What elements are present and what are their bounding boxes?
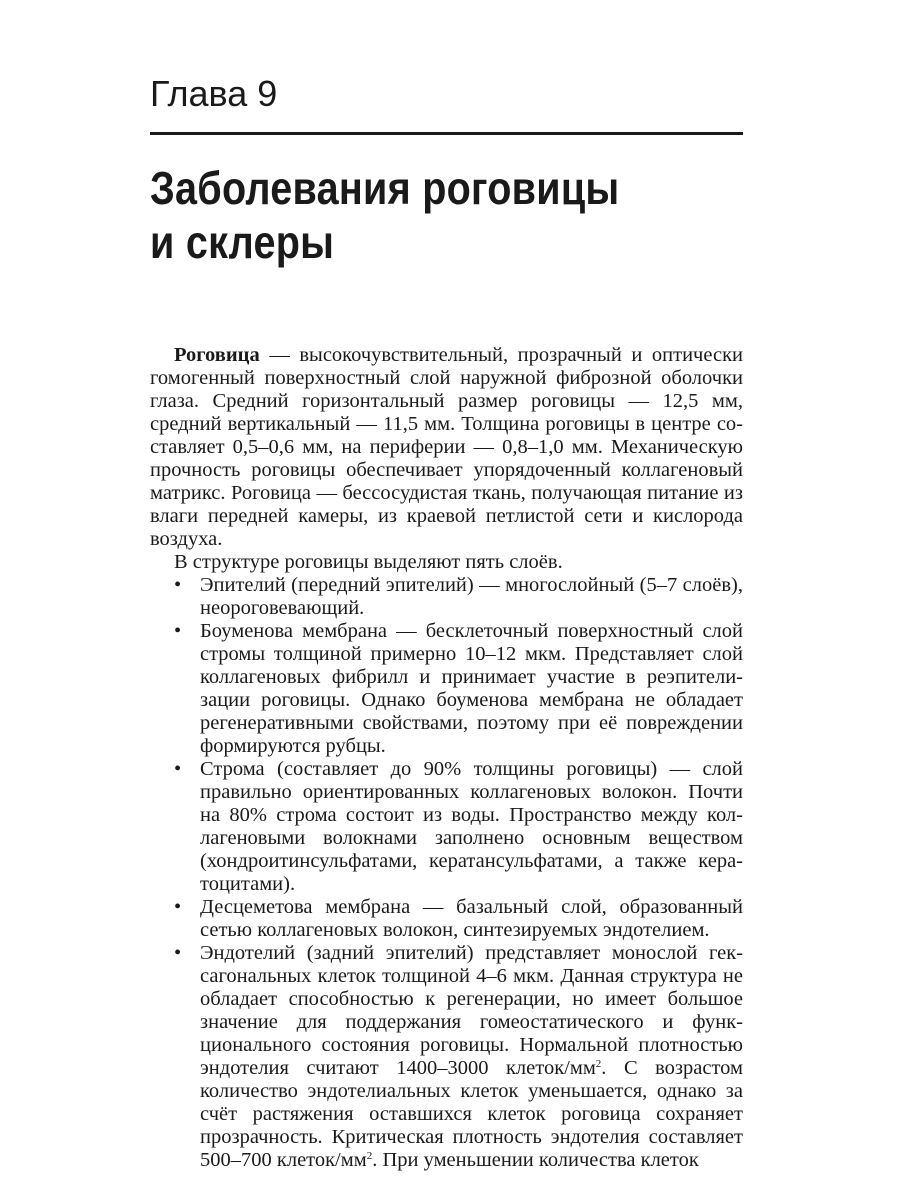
superscript: 2 [595, 1058, 602, 1070]
chapter-label: Глава 9 [150, 73, 278, 114]
layers-intro: В структуре роговицы выделяют пять слоёв. [174, 551, 563, 573]
list-item [150, 574, 743, 620]
chapter-title-line1: Заболевания роговицы [150, 162, 620, 214]
bullet-icon: • [174, 574, 182, 596]
bullet-icon: • [174, 896, 182, 918]
chapter-title [150, 161, 666, 269]
superscript: 2 [366, 1150, 373, 1162]
list-item [150, 758, 743, 896]
intro-term: Роговица [174, 344, 260, 366]
layers-list [150, 574, 743, 1172]
chapter-divider [150, 132, 743, 135]
list-item-text: . При уменьшении количества клеток [372, 1149, 699, 1171]
list-item-text: Эндотелий (задний эпителий) представляет монослой гексагональных клеток толщиной 4–6 мкм. Данная структура не обладает способностью к регенерации, но имеет большое значение для поддержания гомеостатического и функционального состояния роговицы. Нормальной плотностью эндотелия считают 1400–3000 клеток/мм [200, 942, 743, 1079]
list-item-text: . С возрастом количество эндотелиальных клеток уменьшается, однако за счёт растяжения оставшихся клеток роговица сохраняет прозрачность. Критическая плотность эндотелия составляет 500–700 клеток/мм [200, 1057, 743, 1171]
list-item [150, 896, 743, 942]
bullet-icon: • [174, 942, 182, 964]
chapter-title-line2: и склеры [150, 216, 335, 268]
bullet-icon: • [174, 620, 182, 642]
list-item-text: Десцеметова мембрана — базальный слой, образованный сетью коллагеновых волокон, синтезируемых эндотелием. [200, 896, 743, 941]
list-item-text: Строма (составляет до 90% толщины роговицы) — слой правильно ориентированных коллагеновых волокон. Почти на 80% строма состоит из воды. Пространство между коллагеновыми волокнами заполнено основным веществом (хондроитинсульфатами, кератансульфатами, а также кератоцитами). [200, 758, 743, 895]
bullet-icon: • [174, 758, 182, 780]
body-text [150, 344, 743, 1172]
list-item [150, 942, 743, 1172]
intro-text: — высокочувствительный, прозрачный и оптически гомогенный поверхностный слой наружной фиброзной оболочки глаза. Средний горизонтальный размер роговицы — 12,5 мм, средний вертикальный — 11,5 мм. Толщина роговицы в центре составляет 0,5–0,6 мм, на периферии — 0,8–1,0 мм. Механическую прочность роговицы обеспечивает упорядоченный коллагеновый матрикс. Роговица — бессосудистая ткань, получающая питание из влаги передней камеры, из краевой петлистой сети и кислорода воздуха. [150, 344, 743, 550]
intro-paragraph [150, 344, 743, 551]
list-item [150, 620, 743, 758]
list-item-text: Эпителий (передний эпителий) — многослойный (5–7 слоёв), неороговевающий. [200, 574, 743, 619]
list-item-text: Боуменова мембрана — бесклеточный поверхностный слой стромы толщиной примерно 10–12 мкм. Представляет слой коллагеновых фибрилл и принимает участие в реэпителизации роговицы. Однако боуменова мембрана не обладает регенеративными свойствами, поэтому при её повреждении формируются рубцы. [200, 620, 743, 757]
